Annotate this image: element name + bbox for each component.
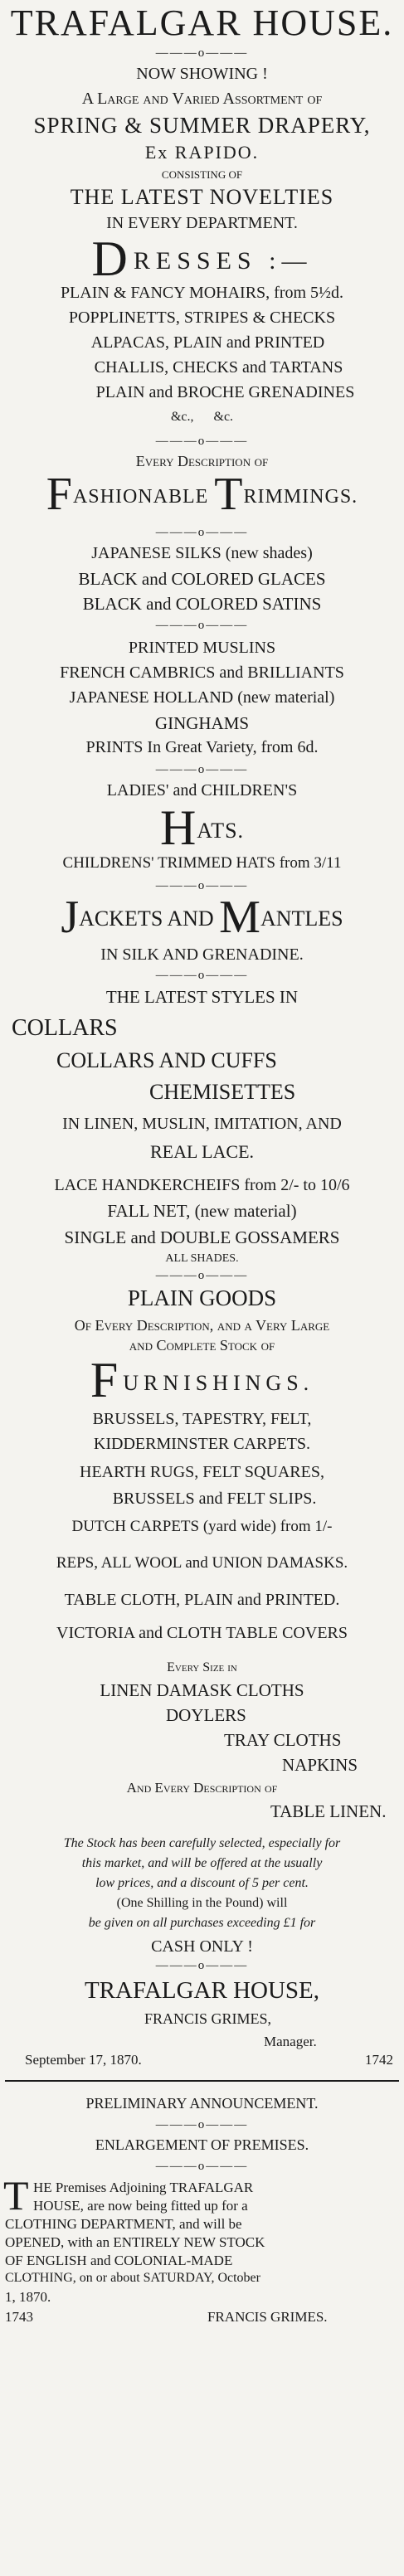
furnishing-item: VICTORIA and CLOTH TABLE COVERS xyxy=(56,1624,348,1642)
spring-summer-line: SPRING & SUMMER DRAPERY, xyxy=(33,113,371,138)
footer-name: FRANCIS GRIMES, xyxy=(144,2010,272,2027)
trimmings-heading xyxy=(0,471,404,518)
separator: ———o——— xyxy=(155,763,249,776)
furnishing-item: REPS, ALL WOOL and UNION DAMASKS. xyxy=(56,1554,348,1572)
separator: ———o——— xyxy=(155,1959,249,1972)
linen-line: NAPKINS xyxy=(282,1755,358,1775)
trimmed-hats: CHILDRENS' TRIMMED HATS from 3/11 xyxy=(62,854,342,872)
silks-item: JAPANESE SILKS (new shades) xyxy=(91,544,313,562)
furnishing-item: BRUSSELS, TAPESTRY, FELT, xyxy=(92,1410,312,1428)
announcement-line: 1, 1870. xyxy=(5,2289,51,2305)
notice-line: be given on all purchases exceeding £1 for xyxy=(88,1916,316,1930)
collars-line: THE LATEST STYLES IN xyxy=(105,987,299,1007)
lace-line: ALL SHADES. xyxy=(165,1252,239,1265)
notice-line: low prices, and a discount of 5 per cent. xyxy=(95,1876,309,1890)
every-department: IN EVERY DEPARTMENT. xyxy=(106,214,298,232)
main-title: TRAFALGAR HOUSE. xyxy=(10,2,394,43)
plain-goods-desc: Of Every Description, and a Very Large xyxy=(74,1317,330,1334)
dresses-item: CHALLIS, CHECKS and TARTANS xyxy=(94,358,343,377)
announcement-line: OPENED, with an ENTIRELY NEW STOCK xyxy=(5,2234,265,2250)
prints-item: FRENCH CAMBRICS and BRILLIANTS xyxy=(60,663,344,682)
dresses-item: POPPLINETTS, STRIPES & CHECKS xyxy=(68,309,336,327)
collars-line: CHEMISETTES xyxy=(149,1080,296,1104)
every-description: Every Description of xyxy=(135,453,269,469)
separator: ———o——— xyxy=(155,435,249,448)
footer-date: September 17, 1870. xyxy=(25,2052,142,2068)
separator: ———o——— xyxy=(155,46,249,60)
preliminary-announcement: PRELIMINARY ANNOUNCEMENT. xyxy=(85,2095,319,2112)
plain-goods-heading: PLAIN GOODS xyxy=(127,1286,277,1310)
separator: ———o——— xyxy=(155,969,249,982)
dresses-item: ALPACAS, PLAIN and PRINTED xyxy=(90,333,325,352)
separator: ———o——— xyxy=(155,2118,249,2131)
jackets-initial-m: M xyxy=(219,892,260,943)
linen-line: And Every Description of xyxy=(126,1780,278,1796)
prints-item: GINGHAMS xyxy=(154,713,250,733)
latest-novelties: THE LATEST NOVELTIES xyxy=(70,185,334,209)
announcement-line: HE Premises Adjoining TRAFALGAR xyxy=(33,2180,254,2195)
linen-line: TABLE LINEN. xyxy=(270,1801,387,1821)
trimmings-initial-t: T xyxy=(214,469,244,520)
announcement-number: 1743 xyxy=(5,2309,33,2325)
lace-line: SINGLE and DOUBLE GOSSAMERS xyxy=(64,1227,340,1247)
separator: ———o——— xyxy=(155,2160,249,2173)
dresses-item: PLAIN & FANCY MOHAIRS, from 5½d. xyxy=(60,284,344,302)
dresses-item: PLAIN and BROCHE GRENADINES xyxy=(95,383,355,401)
hats-initial: H xyxy=(159,800,197,855)
lace-line: LACE HANDKERCHEIFS from 2/- to 10/6 xyxy=(54,1176,350,1194)
notice-line: this market, and will be offered at the usually xyxy=(81,1856,323,1870)
notice-line: The Stock has been carefully selected, especially for xyxy=(63,1836,341,1850)
silks-item: BLACK and COLORED SATINS xyxy=(82,594,322,614)
dresses-heading-text: RESSES :— xyxy=(133,247,313,275)
linen-line: DOYLERS xyxy=(166,1705,246,1725)
furnishing-item: TABLE CLOTH, PLAIN and PRINTED. xyxy=(64,1591,340,1609)
announcement-initial: T xyxy=(3,2172,29,2219)
footer-role: Manager. xyxy=(264,2034,317,2049)
ladies-childrens: LADIES' and CHILDREN'S xyxy=(106,781,298,800)
jackets-word-1: ACKETS AND xyxy=(79,906,214,931)
announcement-line: CLOTHING, on or about SATURDAY, October xyxy=(5,2271,260,2285)
jackets-word-2: ANTLES xyxy=(260,906,343,931)
dresses-heading xyxy=(0,231,404,286)
furnishings-word: URNISHINGS. xyxy=(123,1371,314,1395)
intro-line: A Large and Varied Assortment of xyxy=(81,90,323,108)
announcement-signature: FRANCIS GRIMES. xyxy=(207,2309,328,2325)
collars-line: COLLARS xyxy=(12,1015,118,1041)
now-showing: NOW SHOWING ! xyxy=(136,65,268,83)
trimmings-word-2: RIMMINGS. xyxy=(243,486,358,508)
notice-line: (One Shilling in the Pound) will xyxy=(116,1896,288,1910)
furnishings-initial: F xyxy=(90,1353,124,1407)
jackets-initial-j: J xyxy=(61,892,80,943)
trimmings-initial-f: F xyxy=(46,469,73,520)
silk-grenadine: IN SILK AND GRENADINE. xyxy=(100,945,304,964)
furnishing-item: HEARTH RUGS, FELT SQUARES, xyxy=(80,1463,324,1481)
separator: ———o——— xyxy=(155,1269,249,1282)
announcement-line: CLOTHING DEPARTMENT, and will be xyxy=(5,2216,242,2232)
announcement-line: HOUSE, are now being fitted up for a xyxy=(33,2198,248,2214)
footer-number: 1742 xyxy=(365,2052,393,2068)
footer-title: TRAFALGAR HOUSE, xyxy=(84,1977,320,2004)
lace-line: FALL NET, (new material) xyxy=(107,1201,297,1221)
linen-line: TRAY CLOTHS xyxy=(224,1730,342,1750)
trimmings-word-1: ASHIONABLE xyxy=(72,486,209,508)
consisting-of: CONSISTING OF xyxy=(161,168,243,181)
furnishings-heading xyxy=(0,1355,404,1405)
dresses-etc: &c., &c. xyxy=(170,410,234,424)
prints-item: JAPANESE HOLLAND (new material) xyxy=(69,688,335,707)
jackets-heading xyxy=(0,892,404,943)
ex-rapido: Ex RAPIDO. xyxy=(144,142,260,163)
separator: ———o——— xyxy=(155,879,249,892)
prints-item: PRINTS In Great Variety, from 6d. xyxy=(85,738,319,756)
plain-goods-desc: and Complete Stock of xyxy=(129,1337,275,1354)
furnishing-item: KIDDERMINSTER CARPETS. xyxy=(93,1435,311,1453)
notice-line: CASH ONLY ! xyxy=(151,1937,253,1956)
silks-item: BLACK and COLORED GLACES xyxy=(78,569,326,589)
hats-word: ATS. xyxy=(197,819,245,843)
linen-line: LINEN DAMASK CLOTHS xyxy=(100,1680,304,1700)
collars-line: COLLARS AND CUFFS xyxy=(56,1048,277,1072)
separator: ———o——— xyxy=(155,619,249,632)
enlargement-heading: ENLARGEMENT OF PREMISES. xyxy=(95,2136,309,2153)
divider xyxy=(5,2080,399,2082)
separator: ———o——— xyxy=(155,526,249,539)
collars-line: REAL LACE. xyxy=(149,1141,255,1162)
furnishing-item: DUTCH CARPETS (yard wide) from 1/- xyxy=(71,1518,333,1535)
hats-heading xyxy=(0,800,404,855)
dresses-initial: D xyxy=(91,231,134,286)
announcement-line: OF ENGLISH and COLONIAL-MADE xyxy=(5,2253,233,2268)
collars-line: IN LINEN, MUSLIN, IMITATION, AND xyxy=(62,1115,342,1133)
linen-line: Every Size in xyxy=(167,1660,237,1674)
furnishing-item: BRUSSELS and FELT SLIPS. xyxy=(112,1490,317,1508)
prints-item: PRINTED MUSLINS xyxy=(128,639,276,657)
